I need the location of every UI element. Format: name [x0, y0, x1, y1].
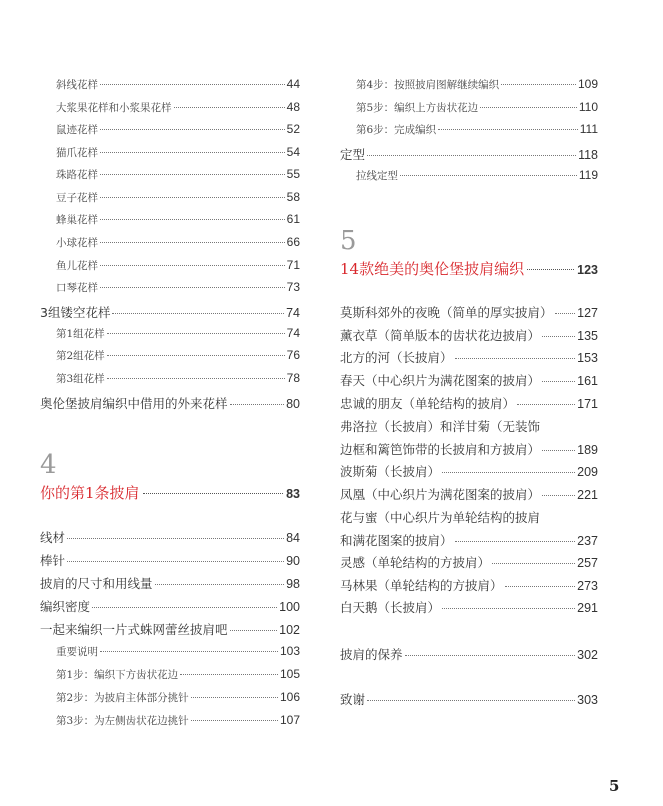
dot-leader: [67, 561, 284, 562]
dot-leader: [542, 381, 575, 382]
entry-title: 鱼儿花样: [56, 260, 98, 272]
toc-entry[interactable]: [340, 371, 598, 391]
entry-page: 54: [286, 145, 300, 159]
dot-leader: [107, 378, 285, 379]
entry-page: 58: [286, 190, 300, 204]
entry-title: 灵感（单轮结构的方披肩）: [340, 555, 491, 570]
dot-leader: [191, 697, 278, 698]
section-heading[interactable]: [340, 258, 598, 280]
entry-page: 153: [577, 351, 598, 365]
dot-leader: [367, 700, 575, 701]
entry-title: 边框和篱笆饰带的长披肩和方披肩）: [340, 442, 541, 457]
entry-page: 74: [286, 326, 300, 340]
entry-page: 111: [579, 122, 598, 136]
dot-leader: [400, 175, 577, 176]
dot-leader: [542, 450, 575, 451]
entry-title: 第3步：为左侧齿状花边挑针: [56, 715, 189, 727]
toc-entry[interactable]: [340, 440, 598, 460]
entry-page: 84: [286, 531, 300, 545]
entry-page: 109: [577, 77, 598, 91]
dot-leader: [100, 152, 285, 153]
toc-entry[interactable]: [40, 167, 300, 187]
dot-leader: [405, 655, 576, 656]
entry-page: 135: [577, 329, 598, 343]
dot-leader: [100, 242, 285, 243]
entry-page: 171: [577, 397, 598, 411]
entry-title: 棒针: [40, 553, 66, 568]
dot-leader: [455, 541, 576, 542]
toc-entry[interactable]: [340, 598, 598, 618]
entry-page: 237: [577, 534, 598, 548]
toc-entry[interactable]: [340, 100, 598, 120]
toc-entry[interactable]: [340, 348, 598, 368]
dot-leader: [174, 107, 285, 108]
entry-page: 189: [577, 443, 598, 457]
toc-entry[interactable]: [340, 553, 598, 573]
entry-page: 90: [286, 554, 300, 568]
entry-title: 口琴花样: [56, 282, 98, 294]
toc-entry[interactable]: [40, 394, 300, 414]
toc-entry[interactable]: [40, 371, 300, 391]
entry-page: 257: [577, 556, 598, 570]
toc-entry[interactable]: [40, 122, 300, 142]
entry-page: 105: [279, 667, 300, 681]
entry-page: 127: [577, 306, 598, 320]
toc-entry[interactable]: [40, 77, 300, 97]
toc-entry[interactable]: [40, 235, 300, 255]
dot-leader: [230, 404, 285, 405]
entry-title: 第2组花样: [56, 350, 105, 362]
entry-title: 定型: [340, 147, 366, 162]
entry-page: 110: [578, 100, 598, 114]
entry-title: 忠诚的朋友（单轮结构的披肩）: [340, 396, 516, 411]
entry-page: 119: [578, 168, 598, 182]
entry-title: 编织密度: [40, 599, 91, 614]
dot-leader: [107, 355, 285, 356]
entry-page: 102: [279, 623, 300, 637]
entry-title: 鼠迹花样: [56, 124, 98, 136]
toc-entry[interactable]: [40, 667, 300, 687]
toc-entry[interactable]: [340, 576, 598, 596]
toc-entry[interactable]: [40, 597, 300, 617]
toc-entry-line1[interactable]: 花与蜜（中心织片为单轮结构的披肩: [340, 510, 541, 525]
entry-title: 一起来编织一片式蛛网蕾丝披肩吧: [40, 622, 228, 637]
dot-leader: [505, 586, 576, 587]
entry-title: 北方的河（长披肩）: [340, 350, 453, 365]
entry-title: 3组镂空花样: [40, 305, 111, 320]
dot-leader: [442, 608, 575, 609]
entry-title: 马林果（单轮结构的方披肩）: [340, 578, 503, 593]
toc-entry[interactable]: [40, 528, 300, 548]
section-page: 123: [577, 263, 598, 277]
dot-leader: [100, 265, 285, 266]
section-title: 你的第1条披肩: [40, 484, 140, 502]
entry-page: 48: [286, 100, 300, 114]
entry-title: 第1组花样: [56, 328, 105, 340]
dot-leader: [542, 336, 575, 337]
dot-leader: [107, 333, 285, 334]
entry-page: 302: [577, 648, 598, 662]
section-page: 83: [286, 487, 300, 501]
dot-leader: [191, 720, 278, 721]
entry-title: 第1步：编织下方齿状花边: [56, 669, 179, 681]
section-heading[interactable]: [40, 482, 300, 504]
entry-title: 线材: [40, 530, 66, 545]
entry-title: 凤凰（中心织片为满花图案的披肩）: [340, 487, 541, 502]
toc-entry[interactable]: [40, 145, 300, 165]
section-number: 5: [340, 226, 357, 256]
entry-title: 蜂巢花样: [56, 214, 98, 226]
section-title: 14款绝美的奥伦堡披肩编织: [340, 260, 525, 278]
dot-leader: [92, 607, 277, 608]
entry-title: 小球花样: [56, 237, 98, 249]
dot-leader: [480, 107, 577, 108]
entry-title: 第2步：为披肩主体部分挑针: [56, 692, 189, 704]
dot-leader: [455, 358, 576, 359]
dot-leader: [501, 84, 576, 85]
entry-page: 103: [279, 644, 300, 658]
entry-page: 303: [577, 693, 598, 707]
entry-title: 白天鹅（长披肩）: [340, 600, 441, 615]
toc-entry[interactable]: [340, 303, 598, 323]
dot-leader: [527, 269, 574, 270]
entry-page: 66: [286, 235, 300, 249]
entry-page: 61: [286, 212, 300, 226]
entry-title: 大浆果花样和小浆果花样: [56, 102, 172, 114]
entry-page: 76: [286, 348, 300, 362]
toc-entry[interactable]: [340, 326, 598, 346]
entry-page: 78: [286, 371, 300, 385]
dot-leader: [143, 493, 284, 494]
toc-entry[interactable]: [340, 462, 598, 482]
dot-leader: [100, 219, 285, 220]
toc-entry[interactable]: [40, 258, 300, 278]
toc-entry-line1[interactable]: 弗洛拉（长披肩）和洋甘菊（无装饰: [340, 419, 541, 434]
entry-title: 第6步：完成编织: [356, 124, 437, 136]
entry-title: 斜线花样: [56, 79, 98, 91]
toc-entry[interactable]: [40, 348, 300, 368]
entry-page: 55: [286, 167, 300, 181]
entry-page: 221: [577, 488, 598, 502]
entry-page: 106: [279, 690, 300, 704]
dot-leader: [112, 313, 284, 314]
entry-title: 奥伦堡披肩编织中借用的外来花样: [40, 396, 228, 411]
entry-title: 披肩的尺寸和用线量: [40, 576, 153, 591]
entry-page: 291: [577, 601, 598, 615]
dot-leader: [100, 197, 285, 198]
entry-title: 春天（中心织片为满花图案的披肩）: [340, 373, 541, 388]
toc-entry[interactable]: [40, 303, 300, 323]
entry-title: 和满花图案的披肩）: [340, 533, 453, 548]
dot-leader: [100, 84, 285, 85]
entry-title: 猫爪花样: [56, 147, 98, 159]
entry-page: 107: [279, 713, 300, 727]
toc-entry[interactable]: [40, 574, 300, 594]
entry-title: 拉线定型: [356, 170, 398, 182]
entry-title: 第3组花样: [56, 373, 105, 385]
toc-entry[interactable]: [40, 100, 300, 120]
dot-leader: [555, 313, 576, 314]
dot-leader: [180, 674, 278, 675]
dot-leader: [442, 472, 575, 473]
toc-entry[interactable]: [340, 145, 598, 165]
dot-leader: [100, 651, 278, 652]
entry-title: 第4步：按照披肩图解继续编织: [356, 79, 500, 91]
entry-page: 44: [286, 77, 300, 91]
entry-title: 莫斯科郊外的夜晚（简单的厚实披肩）: [340, 305, 553, 320]
dot-leader: [438, 129, 578, 130]
toc-entry[interactable]: [40, 190, 300, 210]
toc-entry[interactable]: [340, 485, 598, 505]
toc-entry[interactable]: [40, 212, 300, 232]
entry-page: 74: [286, 306, 300, 320]
entry-title: 致谢: [340, 692, 366, 707]
dot-leader: [542, 495, 575, 496]
entry-page: 273: [577, 579, 598, 593]
entry-title: 豆子花样: [56, 192, 98, 204]
toc-entry[interactable]: [340, 168, 598, 188]
entry-title: 薰衣草（简单版本的齿状花边披肩）: [340, 328, 541, 343]
toc-entry[interactable]: [340, 394, 598, 414]
entry-title: 披肩的保养: [340, 647, 403, 662]
dot-leader: [517, 404, 575, 405]
dot-leader: [492, 563, 575, 564]
entry-title: 珠路花样: [56, 169, 98, 181]
dot-leader: [67, 538, 284, 539]
entry-page: 209: [577, 465, 598, 479]
entry-page: 71: [286, 258, 300, 272]
toc-entry[interactable]: [340, 531, 598, 551]
entry-page: 161: [577, 374, 598, 388]
entry-page: 100: [279, 600, 300, 614]
toc-entry[interactable]: [340, 77, 598, 97]
toc-entry[interactable]: [340, 645, 598, 665]
dot-leader: [100, 129, 285, 130]
toc-entry[interactable]: [40, 280, 300, 300]
dot-leader: [367, 155, 576, 156]
toc-entry[interactable]: [40, 713, 300, 733]
toc-entry[interactable]: [40, 551, 300, 571]
entry-title: 第5步：编织上方齿状花边: [356, 102, 479, 114]
toc-entry[interactable]: [340, 122, 598, 142]
toc-entry[interactable]: [340, 690, 598, 710]
entry-title: 波斯菊（长披肩）: [340, 464, 441, 479]
entry-title: 重要说明: [56, 646, 98, 658]
toc-entry[interactable]: [40, 620, 300, 640]
toc-entry[interactable]: [40, 690, 300, 710]
dot-leader: [230, 630, 278, 631]
dot-leader: [100, 287, 285, 288]
section-number: 4: [40, 450, 57, 480]
toc-entry[interactable]: [40, 326, 300, 346]
entry-page: 98: [286, 577, 300, 591]
entry-page: 80: [286, 397, 300, 411]
page-number: 5: [609, 777, 620, 795]
dot-leader: [155, 584, 285, 585]
entry-page: 73: [286, 280, 300, 294]
entry-page: 118: [578, 148, 598, 162]
entry-page: 52: [286, 122, 300, 136]
toc-entry[interactable]: [40, 644, 300, 664]
dot-leader: [100, 174, 285, 175]
